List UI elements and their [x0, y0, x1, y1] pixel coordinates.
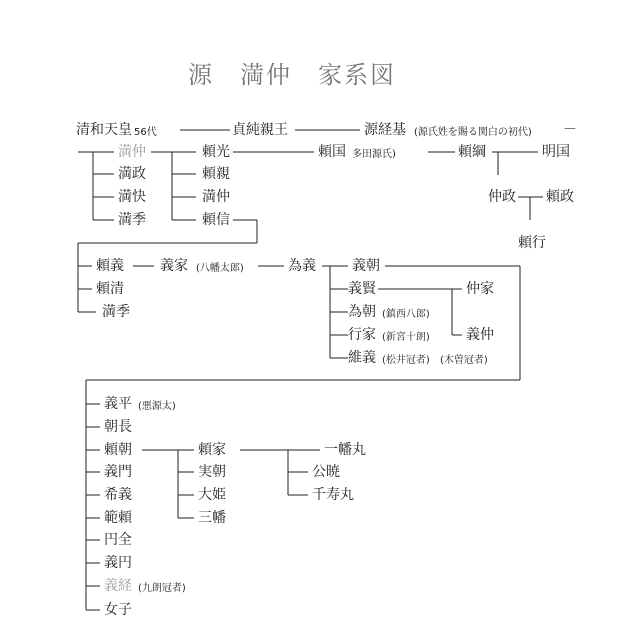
- node-yoshinaka: 義仲: [466, 327, 494, 343]
- node-yukiie-note: (新宮十朗): [382, 332, 430, 343]
- node-yoriyoshi: 頼義: [96, 258, 124, 274]
- node-tametomo-note: (鎮西八郎): [382, 309, 430, 320]
- node-yorichika: 頼親: [202, 166, 230, 182]
- node-yukiie: 行家: [348, 327, 376, 343]
- node-yoshiie-note: (八幡太郎): [196, 263, 244, 274]
- node-yorikuni-note: 多田源氏): [352, 149, 396, 160]
- node-yoshikata: 義賢: [348, 281, 376, 297]
- tsunemoto-continuation: －: [563, 122, 577, 138]
- node-mitsumasa: 満政: [118, 166, 146, 182]
- node-zenjo: 円全: [104, 532, 132, 548]
- node-gien: 義円: [104, 555, 132, 571]
- node-sanman: 三幡: [198, 510, 226, 526]
- node-tsunemoto: 源経基: [364, 122, 406, 138]
- node-nakaie: 仲家: [466, 281, 494, 297]
- node-yorimitsu: 頼光: [202, 144, 230, 160]
- node-yoshihira: 義平: [104, 396, 132, 412]
- node-noriyori: 範頼: [104, 510, 132, 526]
- node-kiso-note: (木曽冠者): [440, 355, 488, 366]
- node-yoritsuna: 頼綱: [458, 144, 486, 160]
- node-seiwa: 清和天皇: [76, 122, 132, 138]
- node-ichiman: 一幡丸: [324, 442, 366, 458]
- node-mitsuyoshi: 満快: [118, 189, 146, 205]
- node-yorimasa: 頼政: [546, 189, 574, 205]
- node-tametomo: 為朝: [348, 304, 376, 320]
- node-senjumaru: 千寿丸: [312, 487, 354, 503]
- node-joshi: 女子: [104, 602, 132, 618]
- node-yoshihira-note: (悪源太): [138, 401, 176, 412]
- node-mareyoshi: 希義: [104, 487, 132, 503]
- node-yoriyuki: 頼行: [518, 235, 546, 251]
- node-yorikiyo: 頼清: [96, 281, 124, 297]
- node-yoshiie: 義家: [160, 258, 188, 274]
- node-yorinobu: 頼信: [202, 212, 230, 228]
- node-koreyoshi-note: (松井冠者): [382, 355, 430, 366]
- node-yoshikado: 義門: [104, 464, 132, 480]
- node-yoritomo: 頼朝: [104, 442, 132, 458]
- node-tsunemoto-note: (源氏姓を賜る関白の初代): [414, 127, 532, 138]
- node-yoshitsune: 義経: [104, 578, 132, 594]
- node-nakamasa: 仲政: [488, 189, 516, 205]
- node-tomonaga: 朝長: [104, 419, 132, 435]
- node-sadazumi: 貞純親王: [232, 122, 288, 138]
- node-mitsusue: 満季: [118, 212, 146, 228]
- node-kugyo: 公暁: [312, 464, 340, 480]
- node-sanetomo: 実朝: [198, 464, 226, 480]
- node-yorikuni: 頼国: [318, 144, 346, 160]
- node-yoshitomo: 義朝: [352, 258, 380, 274]
- node-tameyoshi: 為義: [288, 258, 316, 274]
- node-ohime: 大姫: [198, 487, 226, 503]
- page-title: 源 満仲 家系図: [188, 61, 396, 89]
- node-seiwa-number: 56代: [134, 127, 157, 138]
- node-mitsusue-2: 満季: [102, 304, 130, 320]
- node-yoriie: 頼家: [198, 442, 226, 458]
- node-akikuni: 明国: [542, 144, 570, 160]
- node-yoshitsune-note: (九朗冠者): [138, 583, 186, 594]
- node-mitsunaka-b: 満仲: [202, 189, 230, 205]
- node-mitsunaka: 満仲: [118, 144, 146, 160]
- node-koreyoshi: 維義: [348, 350, 376, 366]
